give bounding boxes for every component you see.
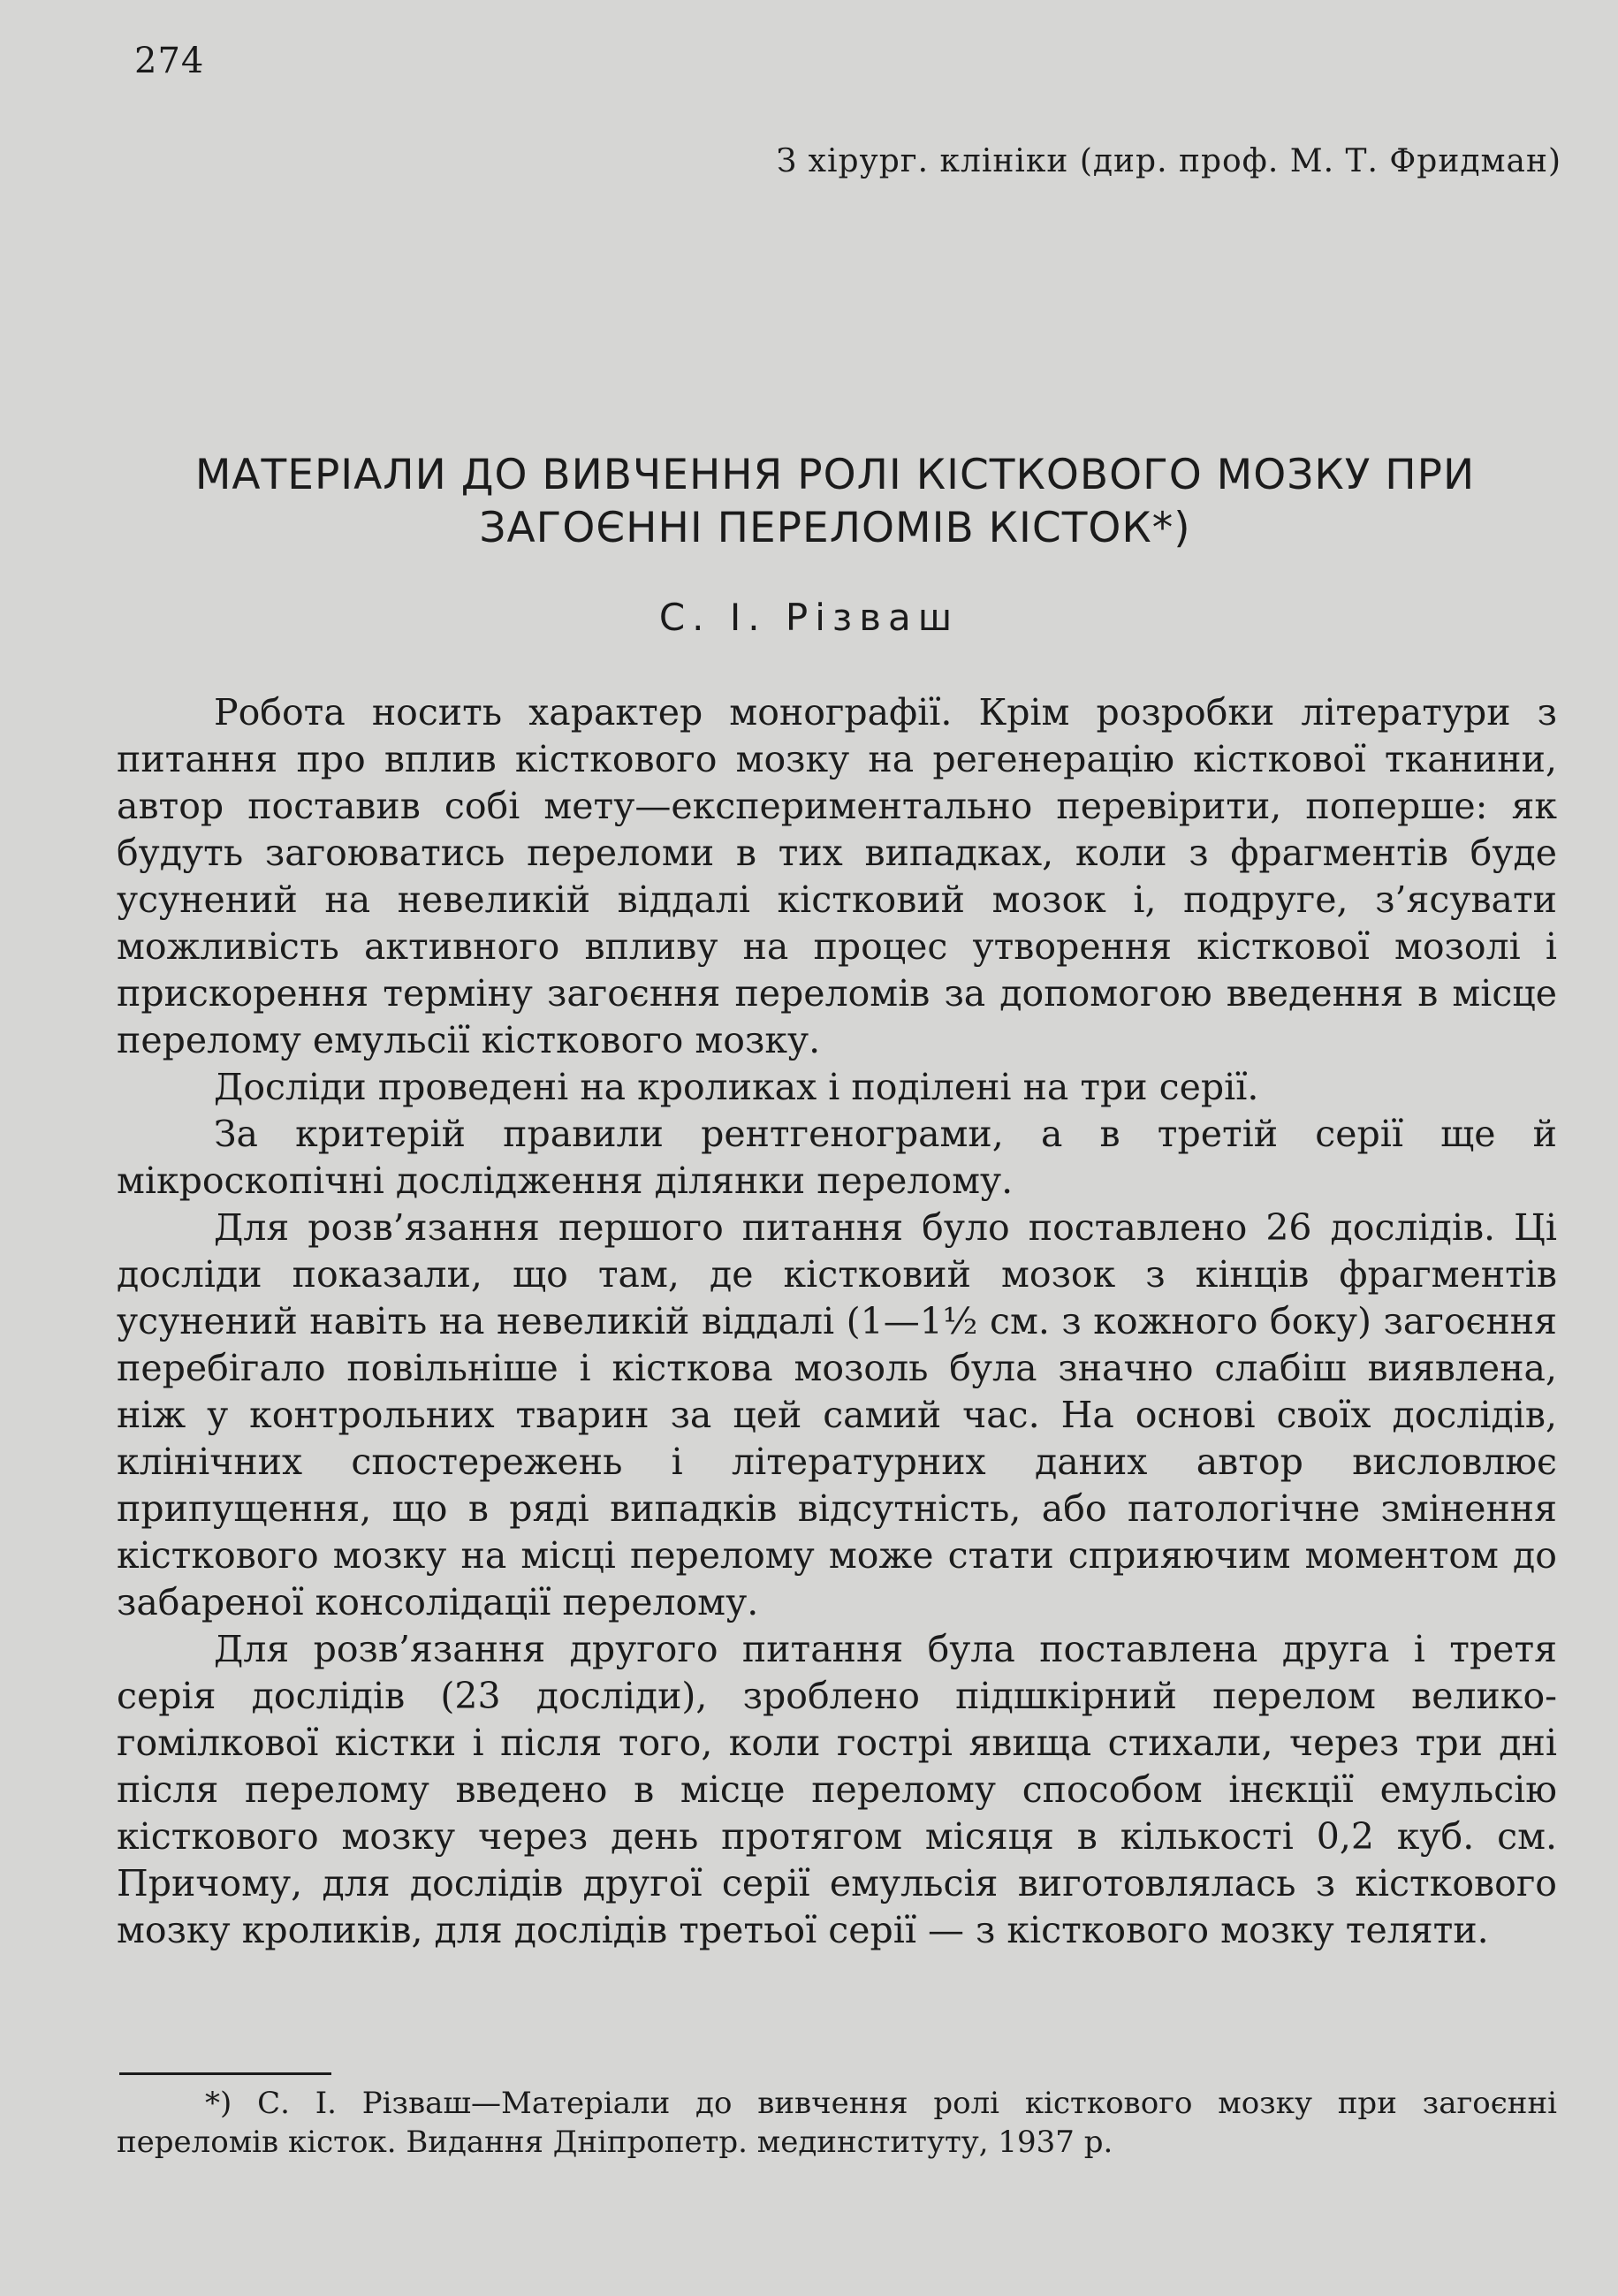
paragraph: Робота носить характер монографії. Крім розробки літератури з питання про вплив кісткового мозку на регенерацію кісткової тканини, автор поставив собі мету—експериментально перевірити, поперше: як будуть загоюватись переломи в тих випадках, коли з фрагментів буде усунений на невеликій віддалі кістковий мозок і, подруге, з’ясувати можливість активного впливу на процес утворення кісткової мозолі і прискорення терміну загоєння переломів за допомогою введення в місце перелому емульсії кісткового мозку. xyxy=(117,691,1557,1061)
paragraph: Для розв’язання другого питання була поставлена друга і третя серія дослідів (23 досліди), зроблено підшкірний перелом велико-гомілкової кістки і після того, коли гострі явища стихали, через три дні після перелому введено в місце перелому способом інєкції емульсію кісткового мозку через день протягом місяця в кількості 0,2 куб. см. Причому, для дослідів другої серії емульсія виготовлялась з кісткового мозку кроликів, для дослідів третьої серії — з кісткового мозку теляти. xyxy=(117,1628,1557,1951)
paragraph: Досліди проведені на кроликах і поділені на три серії. xyxy=(214,1066,1259,1108)
paragraph: За критерій правили рентгенограми, а в третій серії ще й мікроскопічні дослідження ділянки перелому. xyxy=(117,1113,1557,1202)
title-line-2: ЗАГОЄННІ ПЕРЕЛОМІВ КІСТОК*) xyxy=(479,504,1191,552)
paragraph: Для розв’язання першого питання було поставлено 26 дослідів. Ці досліди показали, що там, де кістковий мозок з кінців фрагментів усунений навіть на невеликій віддалі (1—1½ см. з кожного боку) загоєння перебігало повільніше і кісткова мозоль була значно слабіш виявлена, ніж у контрольних тварин за цей самий час. На основі своїх дослідів, клінічних спостережень і літературних даних автор висловлює припущення, що в ряді випадків відсутність, або патологічне змінення кісткового мозку на місці перелому може стати сприяючим моментом до забареної консолідації перелому. xyxy=(117,1206,1557,1623)
title-line-1: МАТЕРІАЛИ ДО ВИВЧЕННЯ РОЛІ КІСТКОВОГО МОЗКУ ПРИ xyxy=(194,451,1476,499)
article-title xyxy=(106,449,1564,555)
footnote: *) С. І. Різваш—Матеріали до вивчення ролі кісткового мозку при загоєнні переломів кісток. Видання Дніпропетр. мединституту, 1937 р. xyxy=(117,2086,1557,2160)
page-number: 274 xyxy=(134,41,205,81)
author-name: С. І. Різваш xyxy=(658,596,960,639)
affiliation-line: З хірург. клініки (дир. проф. М. Т. Фридман) xyxy=(776,143,1561,179)
article-body xyxy=(117,689,1557,1954)
footnote-divider xyxy=(119,2072,331,2075)
